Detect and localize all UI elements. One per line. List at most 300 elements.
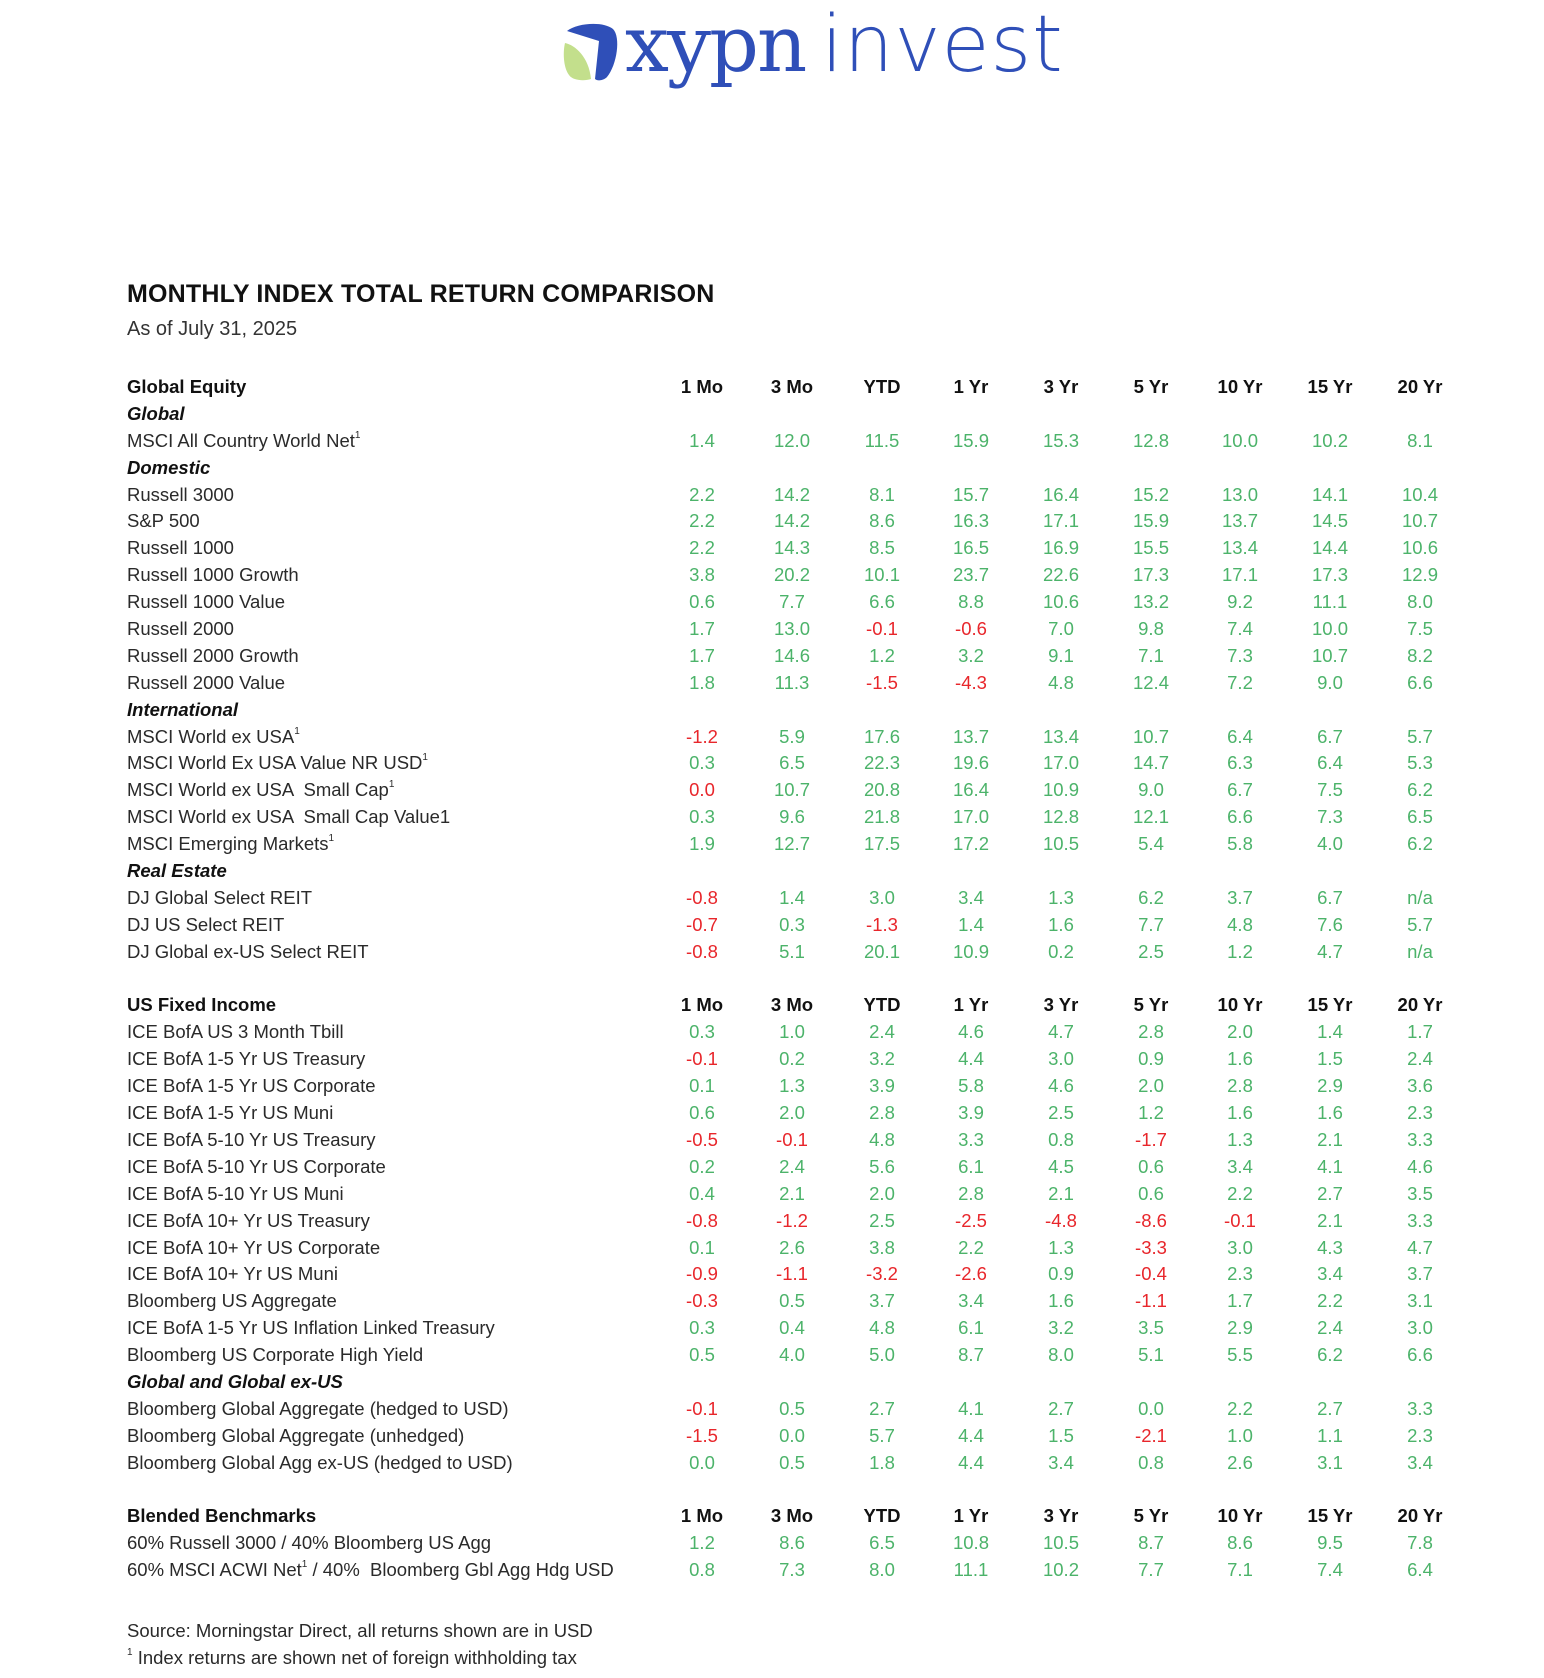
- return-value: 1.9: [689, 833, 715, 855]
- footnote: [127, 1644, 593, 1671]
- return-value: 1.6: [1227, 1048, 1253, 1070]
- return-value: 2.2: [689, 483, 715, 505]
- return-value: 3.0: [1407, 1317, 1433, 1339]
- return-value: 6.1: [958, 1317, 984, 1339]
- return-value: 3.9: [869, 1075, 895, 1097]
- index-name: [127, 1073, 376, 1100]
- return-value: 9.0: [1317, 671, 1343, 693]
- return-value: -3.3: [1135, 1236, 1167, 1258]
- return-value: 0.3: [689, 752, 715, 774]
- column-header: YTD: [863, 376, 901, 397]
- index-name: [127, 750, 428, 777]
- return-value: 3.8: [869, 1236, 895, 1258]
- return-value: 16.9: [1042, 537, 1079, 559]
- return-value: 2.0: [779, 1102, 805, 1124]
- column-header: 5 Yr: [1133, 1505, 1169, 1527]
- return-value: 8.6: [1227, 1532, 1253, 1554]
- return-value: 2.3: [1407, 1424, 1433, 1446]
- return-value: 3.5: [1138, 1317, 1164, 1339]
- table-row: [127, 1315, 1507, 1342]
- return-value: 8.0: [1407, 591, 1433, 613]
- section-header-row: [127, 1503, 1507, 1530]
- return-value: 16.5: [952, 537, 989, 559]
- table-row: [127, 482, 1507, 509]
- table-row: [127, 1396, 1507, 1423]
- footnote-marker: 1: [388, 779, 395, 791]
- return-value: 3.3: [1407, 1128, 1433, 1150]
- return-value: 0.8: [689, 1559, 715, 1581]
- return-value: 4.1: [958, 1397, 984, 1419]
- return-value: 8.0: [869, 1559, 895, 1581]
- return-value: 7.1: [1227, 1559, 1253, 1581]
- subgroup-title: Domestic: [127, 456, 211, 478]
- return-value: 1.0: [1227, 1424, 1253, 1446]
- return-value: 6.2: [1317, 1344, 1343, 1366]
- return-value: 0.5: [689, 1344, 715, 1366]
- return-value: 14.6: [773, 644, 810, 666]
- table-row: [127, 1100, 1507, 1127]
- return-value: -1.5: [686, 1424, 718, 1446]
- index-name: [127, 1127, 376, 1154]
- return-value: 2.0: [869, 1182, 895, 1204]
- return-value: 5.0: [869, 1344, 895, 1366]
- return-value: 4.0: [779, 1344, 805, 1366]
- return-value: 2.8: [958, 1182, 984, 1204]
- return-value: 9.2: [1227, 591, 1253, 613]
- return-value: -2.5: [955, 1209, 987, 1231]
- return-value: 2.9: [1317, 1075, 1343, 1097]
- index-name-text: Bloomberg Global Aggregate (hedged to USD): [127, 1397, 509, 1419]
- return-value: 2.3: [1407, 1102, 1433, 1124]
- column-header: 1 Mo: [680, 1505, 724, 1527]
- index-name-text: ICE BofA 5-10 Yr US Muni: [127, 1182, 344, 1204]
- index-name-text: ICE BofA 5-10 Yr US Treasury: [127, 1128, 376, 1150]
- footnote-marker: 1: [127, 1647, 133, 1658]
- return-value: 15.2: [1132, 483, 1169, 505]
- return-value: 20.2: [773, 564, 810, 586]
- report-title: MONTHLY INDEX TOTAL RETURN COMPARISON: [127, 280, 715, 308]
- return-value: 14.3: [773, 537, 810, 559]
- return-value: 0.0: [689, 1451, 715, 1473]
- return-value: 0.4: [689, 1182, 715, 1204]
- index-name-text-cont: / 40% Bloomberg Gbl Agg Hdg USD: [307, 1559, 614, 1581]
- footnote-marker: 1: [422, 752, 428, 764]
- return-value: 6.7: [1317, 725, 1343, 747]
- return-value: 10.9: [952, 940, 989, 962]
- return-value: 1.4: [689, 429, 715, 451]
- index-name-text: ICE BofA 1-5 Yr US Muni: [127, 1102, 334, 1124]
- return-value: 6.2: [1407, 833, 1433, 855]
- column-header: 20 Yr: [1397, 1505, 1443, 1527]
- index-name: [127, 562, 299, 589]
- index-name-text: DJ US Select REIT: [127, 913, 285, 935]
- return-value: 2.2: [689, 510, 715, 532]
- return-value: 5.5: [1227, 1344, 1253, 1366]
- return-value: -1.5: [866, 671, 898, 693]
- subgroup-title: Global and Global ex-US: [127, 1370, 343, 1392]
- return-value: 16.4: [1042, 483, 1079, 505]
- return-value: 0.5: [779, 1290, 805, 1312]
- subgroup-title: Real Estate: [127, 860, 227, 882]
- index-name-text: MSCI All Country World Net: [127, 429, 355, 451]
- table-row: [127, 912, 1507, 939]
- return-value: 1.7: [689, 644, 715, 666]
- table-row: [127, 1342, 1507, 1369]
- return-value: 2.2: [689, 537, 715, 559]
- return-value: 3.2: [958, 644, 984, 666]
- return-value: 1.7: [689, 618, 715, 640]
- return-value: -8.6: [1135, 1209, 1167, 1231]
- return-value: 16.4: [952, 779, 989, 801]
- return-value: 21.8: [863, 806, 900, 828]
- return-value: -0.8: [686, 1209, 718, 1231]
- return-value: 1.8: [689, 671, 715, 693]
- return-value: 7.5: [1407, 618, 1433, 640]
- return-value: 7.3: [1317, 806, 1343, 828]
- return-value: 4.4: [958, 1424, 984, 1446]
- return-value: 0.0: [779, 1424, 805, 1446]
- column-header: 10 Yr: [1217, 1505, 1263, 1527]
- return-value: 6.1: [958, 1155, 984, 1177]
- return-value: 2.2: [1317, 1290, 1343, 1312]
- return-value: 3.0: [869, 886, 895, 908]
- return-value: 6.4: [1317, 752, 1343, 774]
- return-value: 5.1: [779, 940, 805, 962]
- return-value: 5.6: [869, 1155, 895, 1177]
- return-value: 1.2: [1227, 940, 1253, 962]
- return-value: 13.0: [1221, 483, 1258, 505]
- logo-brand-bold: xypn: [625, 0, 806, 90]
- return-value: 13.4: [1221, 537, 1258, 559]
- index-name-text: ICE BofA 10+ Yr US Muni: [127, 1263, 338, 1285]
- return-value: 11.3: [774, 671, 810, 693]
- index-name: [127, 1181, 344, 1208]
- return-value: 6.6: [869, 591, 895, 613]
- return-value: 17.6: [863, 725, 900, 747]
- return-value: 4.4: [958, 1451, 984, 1473]
- return-value: -1.2: [776, 1209, 808, 1231]
- index-name-text: ICE BofA 5-10 Yr US Corporate: [127, 1155, 386, 1177]
- return-value: 2.1: [1317, 1209, 1343, 1231]
- table-row: [127, 1235, 1507, 1262]
- return-value: 2.7: [1317, 1397, 1343, 1419]
- return-value: 3.0: [1048, 1048, 1074, 1070]
- table-row: [127, 643, 1507, 670]
- return-value: 17.1: [1042, 510, 1079, 532]
- section-title: US Fixed Income: [127, 994, 277, 1016]
- return-value: 7.2: [1227, 671, 1253, 693]
- index-name-text: Russell 1000 Growth: [127, 564, 299, 586]
- column-header: 15 Yr: [1307, 376, 1353, 397]
- return-value: 2.6: [1227, 1451, 1253, 1473]
- return-value: 9.5: [1317, 1532, 1343, 1554]
- return-value: 2.7: [869, 1397, 895, 1419]
- subgroup-row: [127, 1369, 1507, 1396]
- index-name: [127, 1154, 386, 1181]
- return-value: 7.8: [1407, 1532, 1433, 1554]
- index-name-text: Bloomberg Global Agg ex-US (hedged to USD): [127, 1451, 513, 1473]
- index-name: [127, 1315, 495, 1342]
- return-value: 4.8: [1048, 671, 1074, 693]
- return-value: 2.8: [1227, 1075, 1253, 1097]
- return-value: 0.4: [779, 1317, 805, 1339]
- return-value: 10.7: [1132, 725, 1169, 747]
- table-row: [127, 670, 1507, 697]
- index-name-text: MSCI World ex USA Small Cap Value1: [127, 806, 451, 828]
- return-value: -0.9: [686, 1263, 718, 1285]
- return-value: 8.5: [869, 537, 895, 559]
- return-value: -4.8: [1045, 1209, 1077, 1231]
- return-value: 0.2: [1048, 940, 1074, 962]
- index-name: [127, 428, 360, 455]
- return-value: -0.6: [955, 618, 987, 640]
- return-value: 5.4: [1138, 833, 1164, 855]
- return-value: 3.6: [1407, 1075, 1433, 1097]
- return-value: 2.3: [1227, 1263, 1253, 1285]
- return-value: 5.8: [1227, 833, 1253, 855]
- return-value: 7.7: [1138, 913, 1164, 935]
- return-value: 1.4: [958, 913, 984, 935]
- return-value: -1.1: [1135, 1290, 1167, 1312]
- return-value: 0.3: [779, 913, 805, 935]
- return-value: 0.6: [1138, 1182, 1164, 1204]
- return-value: 6.4: [1227, 725, 1253, 747]
- return-value: 10.7: [1401, 510, 1438, 532]
- column-header: 3 Yr: [1043, 1505, 1079, 1527]
- return-value: -1.2: [686, 725, 718, 747]
- index-name: [127, 535, 234, 562]
- index-name: [127, 885, 312, 912]
- return-value: 2.2: [1227, 1182, 1253, 1204]
- return-value: 10.0: [1221, 429, 1258, 451]
- index-name: [127, 777, 394, 804]
- index-name: [127, 1208, 370, 1235]
- column-header: 5 Yr: [1133, 376, 1169, 397]
- column-header: 3 Mo: [770, 994, 814, 1016]
- return-value: 3.2: [1048, 1317, 1074, 1339]
- table-row: [127, 885, 1507, 912]
- table-row: [127, 1181, 1507, 1208]
- return-value: 3.4: [1227, 1155, 1253, 1177]
- return-value: 13.7: [1221, 510, 1258, 532]
- return-value: -0.3: [686, 1290, 718, 1312]
- index-name-text: ICE BofA 1-5 Yr US Corporate: [127, 1075, 376, 1097]
- return-value: 3.4: [958, 886, 984, 908]
- return-value: 3.7: [1407, 1263, 1433, 1285]
- return-value: 11.1: [953, 1559, 989, 1581]
- index-name-text: ICE BofA 1-5 Yr US Inflation Linked Treasury: [127, 1317, 495, 1339]
- table-row: [127, 562, 1507, 589]
- return-value: 1.2: [689, 1532, 715, 1554]
- return-value: 0.3: [689, 1021, 715, 1043]
- return-value: 1.3: [1048, 886, 1074, 908]
- return-value: -0.8: [686, 940, 718, 962]
- xypn-invest-logo: [563, 0, 1064, 98]
- return-value: 20.1: [863, 940, 900, 962]
- subgroup-title: International: [127, 698, 239, 720]
- footer: [127, 1617, 593, 1671]
- column-header: 5 Yr: [1133, 994, 1169, 1016]
- return-value: 1.3: [1048, 1236, 1074, 1258]
- return-value: 13.2: [1132, 591, 1169, 613]
- return-value: -0.1: [1224, 1209, 1256, 1231]
- return-value: 4.7: [1048, 1021, 1074, 1043]
- return-value: 14.2: [773, 510, 810, 532]
- return-value: 16.3: [952, 510, 989, 532]
- return-value: 9.0: [1138, 779, 1164, 801]
- return-value: 8.6: [869, 510, 895, 532]
- return-value: 0.2: [689, 1155, 715, 1177]
- index-name-text: 60% MSCI ACWI Net: [127, 1559, 302, 1581]
- index-name: [127, 643, 299, 670]
- table-row: [127, 804, 1507, 831]
- index-name: [127, 670, 285, 697]
- return-value: 13.0: [773, 618, 810, 640]
- return-value: 5.7: [1407, 725, 1433, 747]
- return-value: 10.7: [773, 779, 810, 801]
- return-value: 19.6: [952, 752, 989, 774]
- return-value: 2.2: [1227, 1397, 1253, 1419]
- return-value: 17.3: [1132, 564, 1169, 586]
- return-value: 4.8: [869, 1128, 895, 1150]
- return-value: 1.7: [1407, 1021, 1433, 1043]
- return-value: 6.5: [1407, 806, 1433, 828]
- source-note: Source: Morningstar Direct, all returns shown are in USD: [127, 1620, 593, 1641]
- return-value: 10.2: [1042, 1559, 1079, 1581]
- index-name: [127, 1235, 380, 1262]
- return-value: 4.0: [1317, 833, 1343, 855]
- index-name-text: Russell 2000 Value: [127, 671, 286, 693]
- return-value: 1.2: [1138, 1102, 1164, 1124]
- return-value: 14.5: [1311, 510, 1348, 532]
- column-header: 3 Yr: [1043, 376, 1079, 397]
- return-value: 4.7: [1407, 1236, 1433, 1258]
- return-value: 20.8: [863, 779, 900, 801]
- column-header: 1 Yr: [953, 994, 989, 1016]
- return-value: 0.3: [689, 806, 715, 828]
- return-value: 7.4: [1227, 618, 1253, 640]
- return-value: 6.4: [1407, 1559, 1433, 1581]
- return-value: 3.3: [1407, 1209, 1433, 1231]
- table-row: [127, 1530, 1507, 1557]
- return-value: 9.8: [1138, 618, 1164, 640]
- return-value: 8.6: [779, 1532, 805, 1554]
- return-value: 12.0: [773, 429, 810, 451]
- index-name-text: Russell 1000 Value: [127, 591, 286, 613]
- return-value: 17.2: [952, 833, 989, 855]
- return-value: 0.8: [1048, 1128, 1074, 1150]
- return-value: 12.8: [1132, 429, 1169, 451]
- footnote-marker: 1: [354, 429, 361, 441]
- index-name: [127, 831, 334, 858]
- return-value: 12.4: [1132, 671, 1169, 693]
- return-value: 1.6: [1227, 1102, 1253, 1124]
- return-value: 0.1: [689, 1236, 715, 1258]
- return-value: 12.9: [1401, 564, 1438, 586]
- return-value: -0.1: [686, 1048, 718, 1070]
- subgroup-row: [127, 858, 1507, 885]
- index-name: [127, 1046, 365, 1073]
- return-value: 7.3: [1227, 644, 1253, 666]
- return-value: 2.8: [1138, 1021, 1164, 1043]
- return-value: 1.4: [1317, 1021, 1343, 1043]
- subgroup-row: [127, 401, 1507, 428]
- index-name-text: MSCI World ex USA Small Cap: [127, 779, 389, 801]
- return-value: 6.7: [1227, 779, 1253, 801]
- return-value: 4.5: [1048, 1155, 1074, 1177]
- subgroup-row: [127, 697, 1507, 724]
- return-value: -1.1: [776, 1263, 808, 1285]
- table-row: [127, 535, 1507, 562]
- index-name: [127, 1450, 513, 1477]
- index-name: [127, 1019, 344, 1046]
- return-value: 7.6: [1317, 913, 1343, 935]
- index-name: [127, 1557, 614, 1584]
- return-value: 3.4: [958, 1290, 984, 1312]
- index-name: [127, 912, 284, 939]
- return-value: 17.0: [952, 806, 989, 828]
- return-value: -0.5: [686, 1128, 718, 1150]
- return-value: 15.5: [1132, 537, 1169, 559]
- return-value: 14.4: [1311, 537, 1348, 559]
- return-value: 4.6: [1048, 1075, 1074, 1097]
- return-value: 22.6: [1042, 564, 1079, 586]
- return-value: 1.2: [869, 644, 895, 666]
- return-value: 9.6: [779, 806, 805, 828]
- return-value: 7.7: [1138, 1559, 1164, 1581]
- return-value: 2.4: [779, 1155, 805, 1177]
- return-value: 1.4: [779, 886, 805, 908]
- return-value: 10.9: [1042, 779, 1079, 801]
- index-name-text: Russell 1000: [127, 537, 234, 559]
- column-header: 3 Mo: [770, 1505, 814, 1527]
- return-value: 8.7: [1138, 1532, 1164, 1554]
- return-value: 6.5: [869, 1532, 895, 1554]
- return-value: 22.3: [863, 752, 900, 774]
- return-value: 3.9: [958, 1102, 984, 1124]
- return-value: 6.3: [1227, 752, 1253, 774]
- return-value: 0.9: [1138, 1048, 1164, 1070]
- return-value: 0.6: [689, 1102, 715, 1124]
- section-header-row: [127, 992, 1507, 1019]
- column-header: 3 Mo: [770, 376, 814, 397]
- return-value: 8.0: [1048, 1344, 1074, 1366]
- table-row: [127, 1127, 1507, 1154]
- return-value: 3.3: [958, 1128, 984, 1150]
- table-row: [127, 750, 1507, 777]
- return-value: 2.2: [958, 1236, 984, 1258]
- return-value: -2.6: [955, 1263, 987, 1285]
- return-value: -0.8: [686, 886, 718, 908]
- return-value: 10.6: [1401, 537, 1438, 559]
- index-name-text: Russell 2000: [127, 618, 234, 640]
- return-value: 7.0: [1048, 618, 1074, 640]
- return-value: 5.9: [779, 725, 805, 747]
- return-value: 3.0: [1227, 1236, 1253, 1258]
- index-name: [127, 724, 300, 751]
- footnote-marker: 1: [294, 725, 300, 737]
- return-value: 7.7: [779, 591, 805, 613]
- column-header: 1 Yr: [953, 1505, 989, 1527]
- index-name-text: MSCI Emerging Markets: [127, 833, 329, 855]
- return-value: 1.5: [1048, 1424, 1074, 1446]
- return-value: -3.2: [866, 1263, 898, 1285]
- table-row: [127, 1073, 1507, 1100]
- return-value: 6.6: [1227, 806, 1253, 828]
- return-value: 2.4: [869, 1021, 895, 1043]
- table-row: [127, 508, 1507, 535]
- return-value: 6.2: [1138, 886, 1164, 908]
